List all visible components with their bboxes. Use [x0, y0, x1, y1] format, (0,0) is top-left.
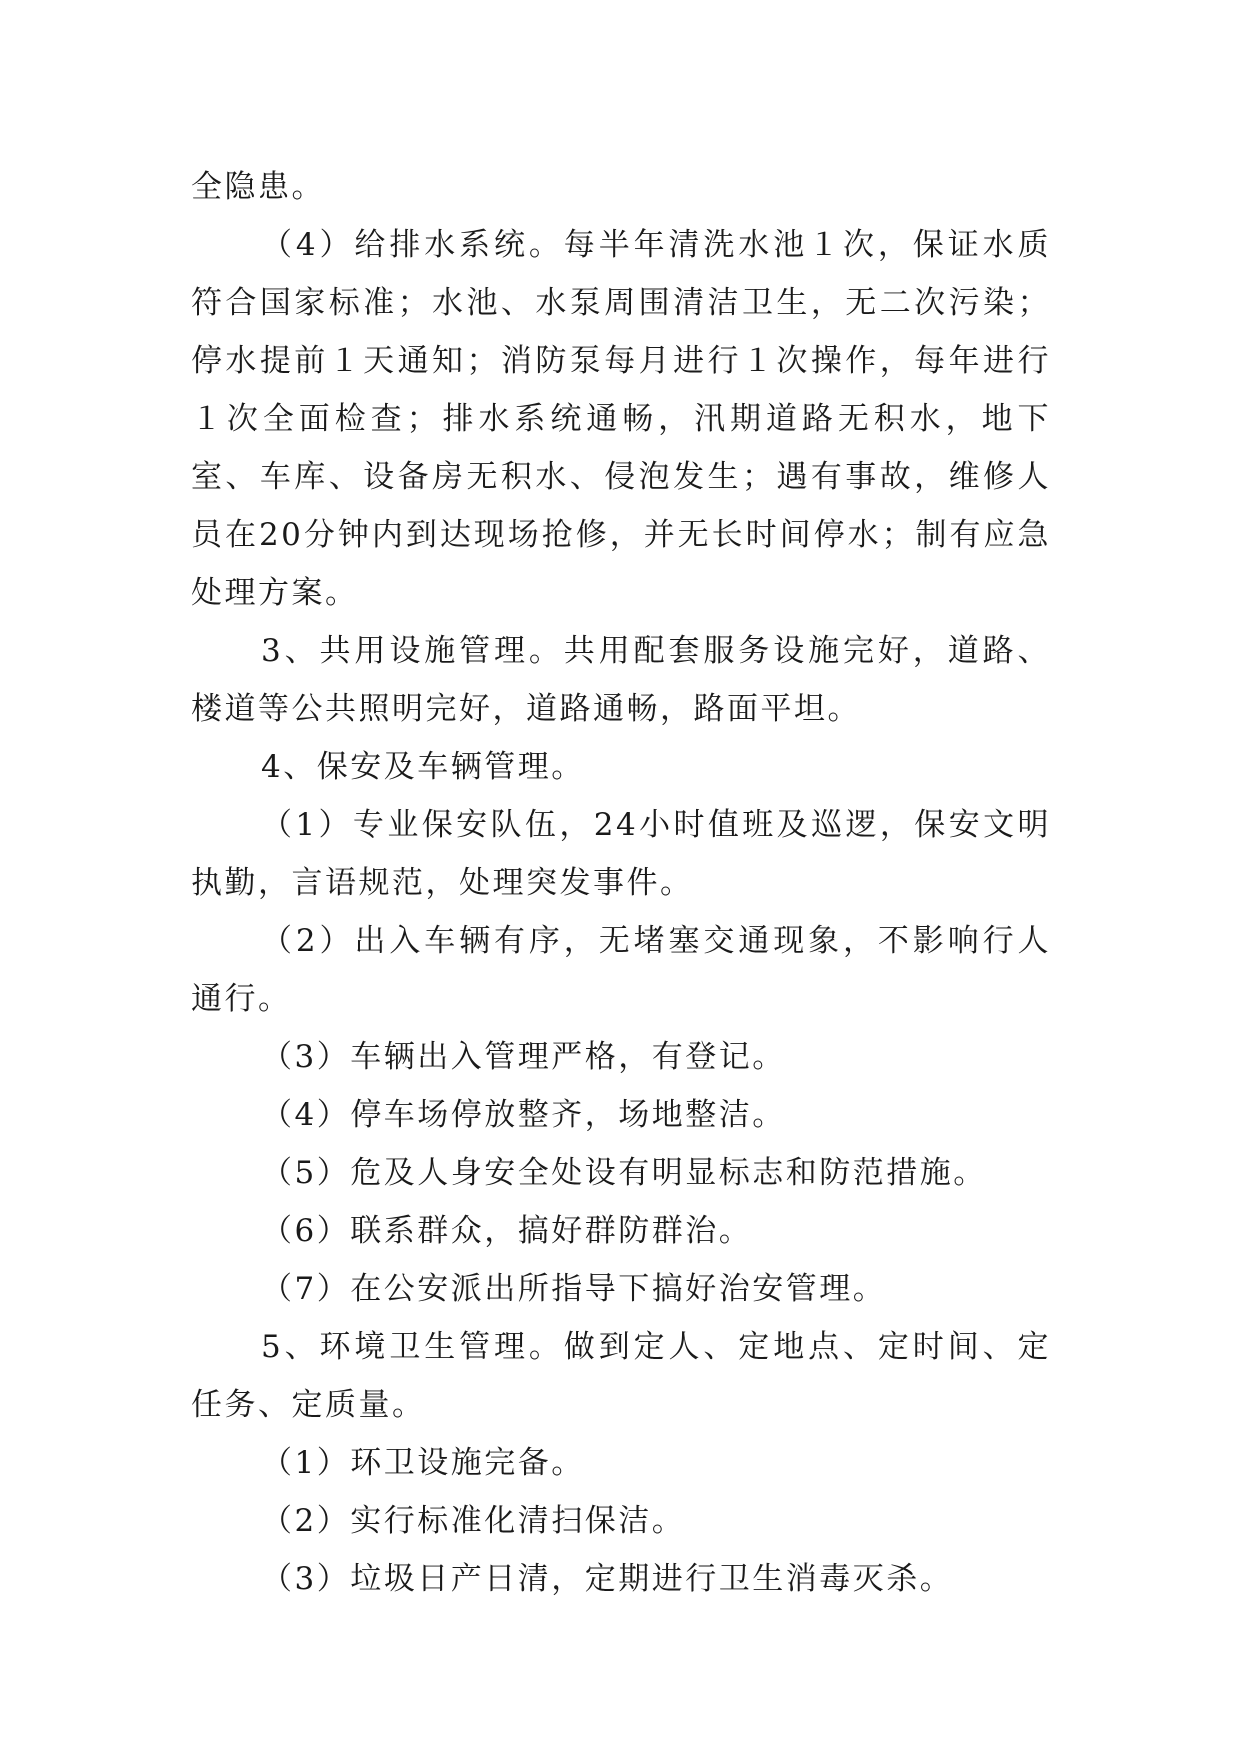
paragraph-10: （6）联系群众，搞好群防群治。 [261, 1213, 753, 1249]
paragraph-2: （4）给排水系统。每半年清洗水池１次，保证水质符合国家标准；水池、水泵周围清洁卫生，无二次污染；停水提前１天通知；消防泵每月进行１次操作，每年进行１次全面检查；排水系统通畅，汛期道路无积水，地下室、车库、设备房无积水、侵泡发生；遇有事故，维修人员在20分钟内到达现场抢修，并无长时间停水；制有应急处理方案。 [191, 227, 1051, 611]
paragraph-15: （3）垃圾日产日清，定期进行卫生消毒灭杀。 [261, 1561, 954, 1597]
paragraph-8: （4）停车场停放整齐，场地整洁。 [261, 1097, 786, 1133]
paragraph-13: （1）环卫设施完备。 [261, 1445, 585, 1481]
paragraph-12: 5、环境卫生管理。做到定人、定地点、定时间、定任务、定质量。 [191, 1329, 1051, 1423]
paragraph-14: （2）实行标准化清扫保洁。 [261, 1503, 686, 1539]
paragraph-6: （2）出入车辆有序，无堵塞交通现象，不影响行人通行。 [191, 923, 1051, 1017]
paragraph-11: （7）在公安派出所指导下搞好治安管理。 [261, 1271, 887, 1307]
paragraph-9: （5）危及人身安全处设有明显标志和防范措施。 [261, 1155, 987, 1191]
paragraph-5: （1）专业保安队伍，24小时值班及巡逻，保安文明执勤，言语规范，处理突发事件。 [191, 807, 1051, 901]
document-body [191, 158, 1051, 1608]
paragraph-1: 全隐患。 [191, 169, 325, 205]
paragraph-7: （3）车辆出入管理严格，有登记。 [261, 1039, 786, 1075]
paragraph-3: 3、共用设施管理。共用配套服务设施完好，道路、楼道等公共照明完好，道路通畅，路面平坦。 [191, 633, 1051, 727]
paragraph-4: 4、保安及车辆管理。 [261, 749, 585, 785]
